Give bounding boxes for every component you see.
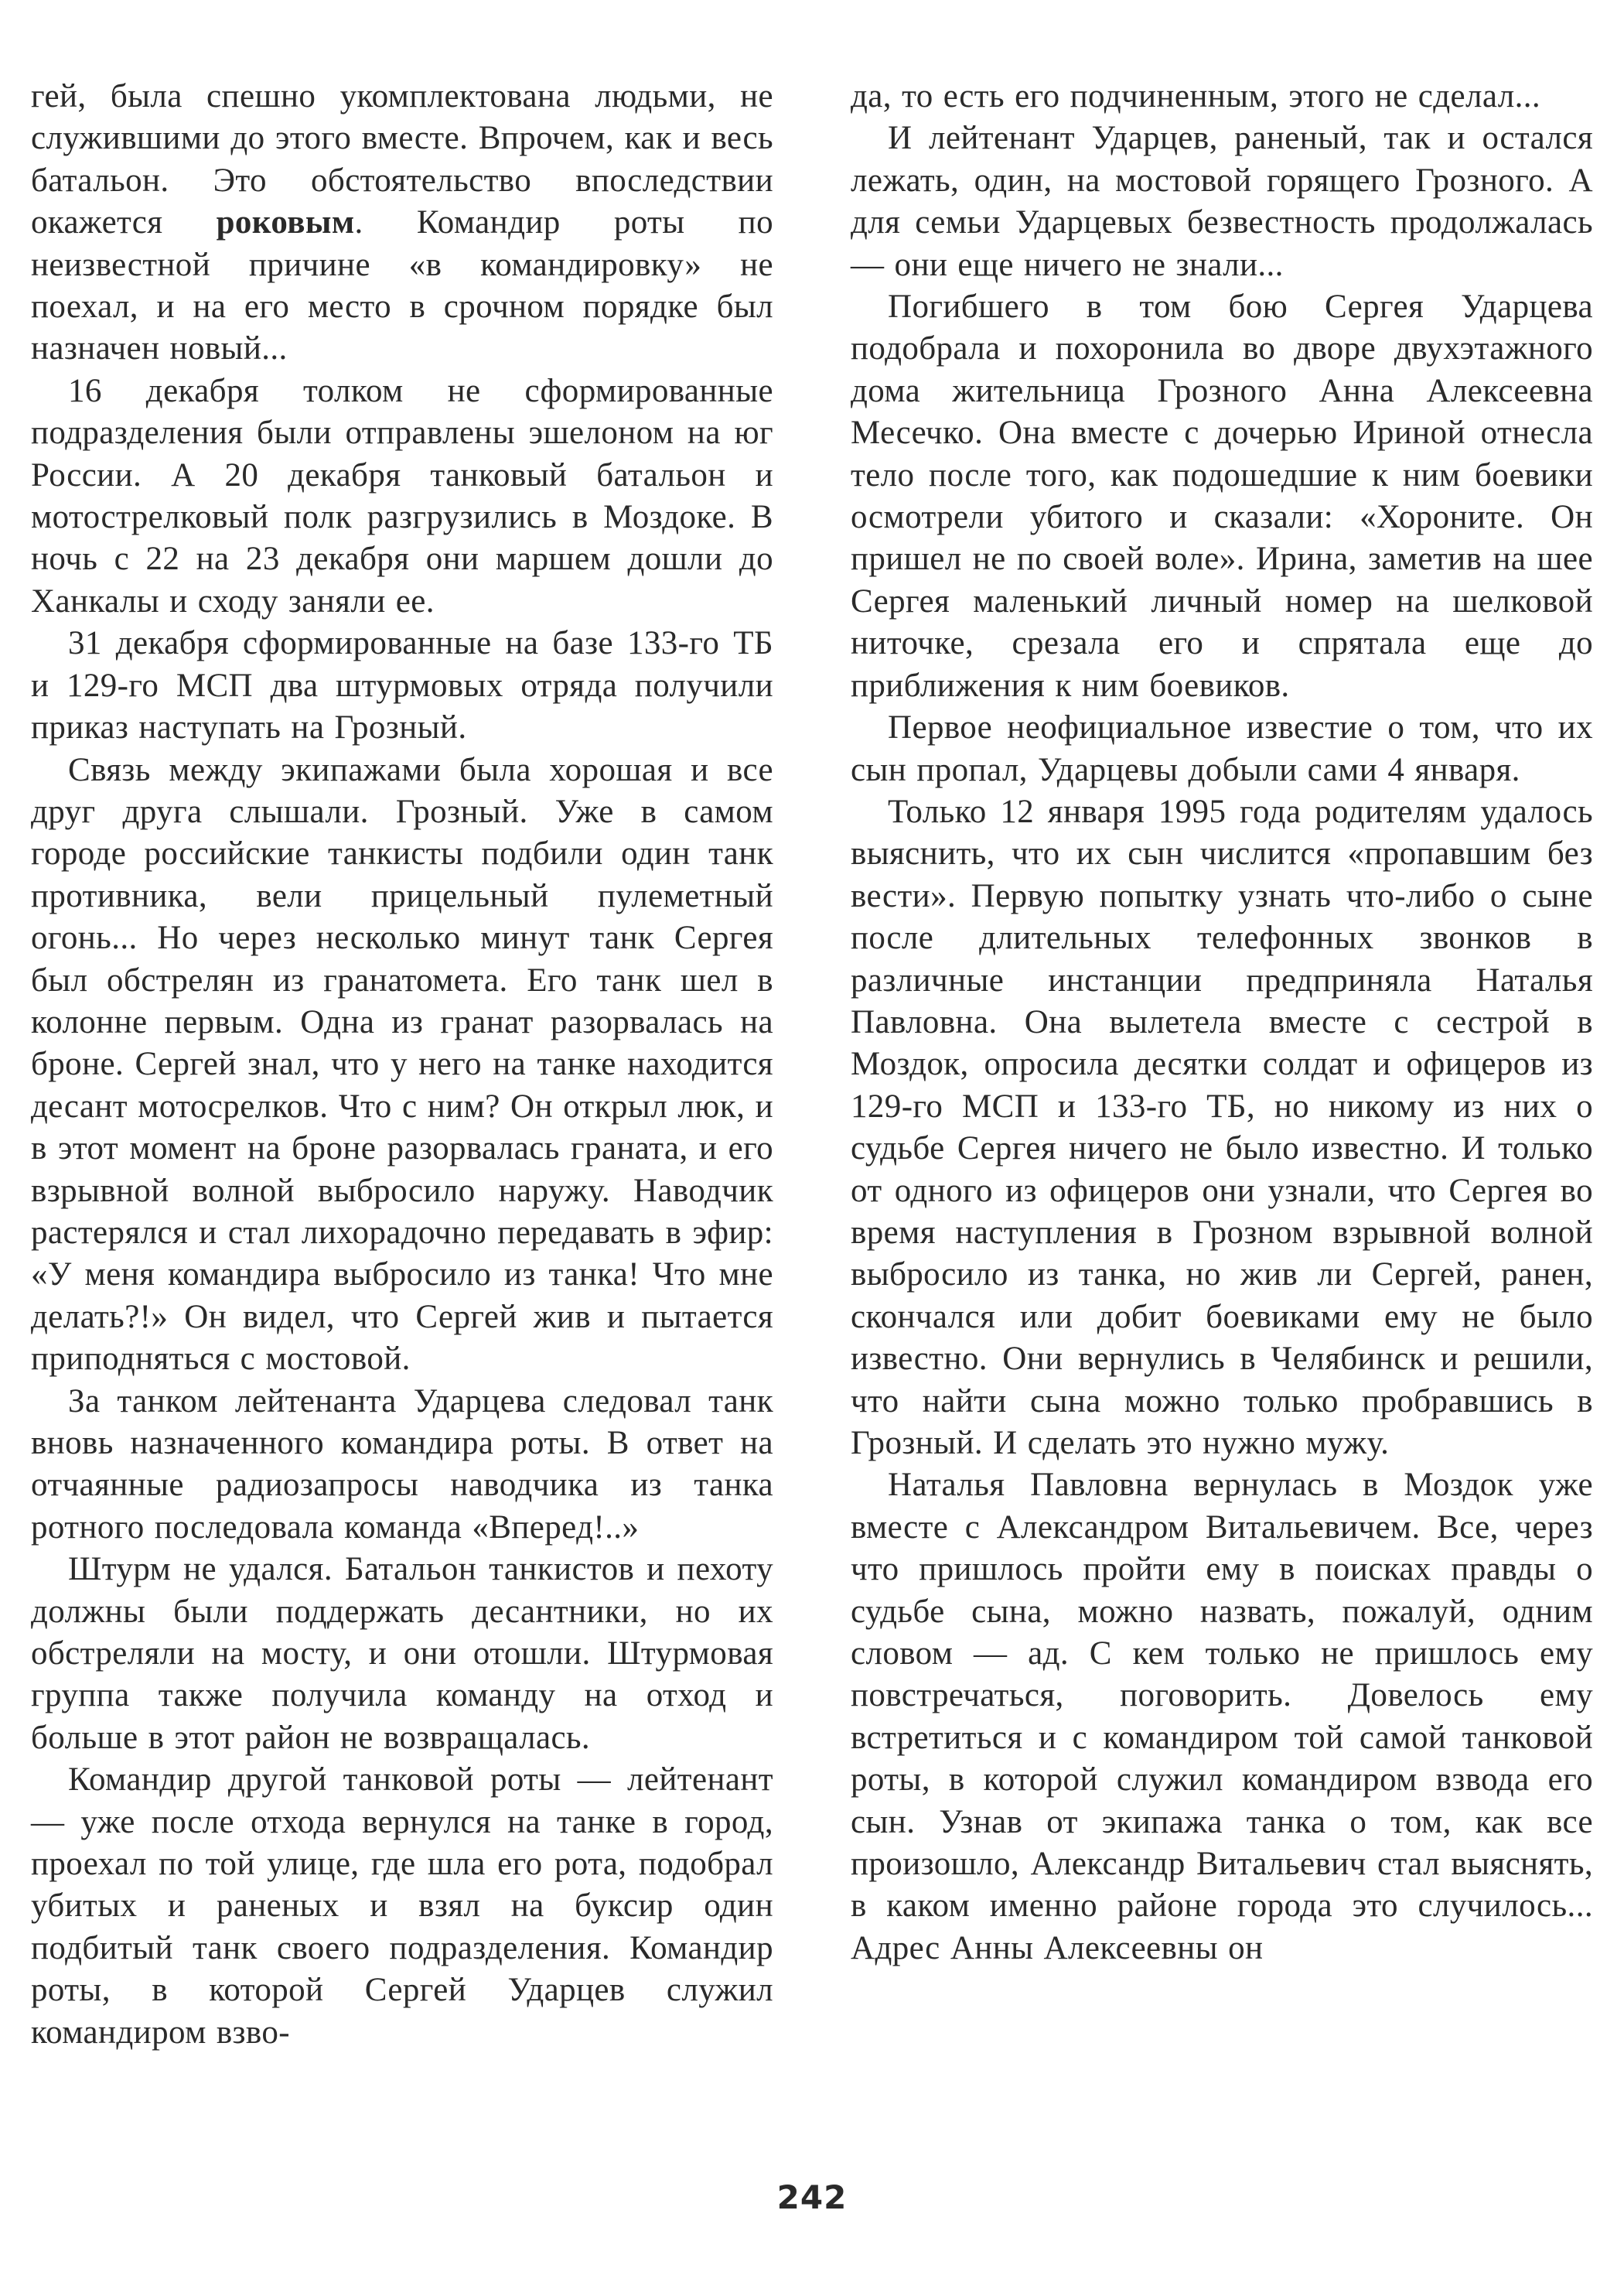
paragraph: да, то есть его подчиненным, этого не сделал...	[851, 78, 1541, 114]
paragraph: Связь между экипажами была хорошая и все друг друга слышали. Грозный. Уже в самом городе российские танкисты подбили один танк противника, вели прицельный пулеметный огонь... Но через несколько минут танк Сергея был обстрелян из гранатомета. Его танк шел в колонне первым. Одна из гранат разорвалась на броне. Сергей знал, что у него на танке находится десант мотосрелков. Что с ним? Он открыл люк, и в этот момент на броне разорвалась граната, и его взрывной волной выбросило наружу. Наводчик растерялся и стал лихорадочно передавать в эфир: «У меня командира выбросило из танка! Что мне делать?!» Он видел, что Сергей жив и пытается приподняться с мостовой.	[31, 751, 773, 1378]
paragraph	[31, 76, 773, 371]
paragraph: 16 декабря толком не сформированные подразделения были отправлены эшелоном на юг России. А 20 декабря танковый батальон и мотострелковый полк разгрузились в Моздоке. В ночь с 22 на 23 декабря они маршем дошли до Ханкалы и сходу заняли ее.	[31, 372, 773, 620]
paragraph: 31 декабря сформированные на базе 133-го ТБ и 129-го МСП два штурмовых отряда получили приказ наступать на Грозный.	[31, 625, 773, 746]
paragraph: И лейтенант Ударцев, раненый, так и остался лежать, один, на мостовой горящего Грозного. А для семьи Ударцевых безвестность продолжалась — они еще ничего не знали...	[851, 120, 1593, 283]
paragraph: Погибшего в том бою Сергея Ударцева подобрала и похоронила во дворе двухэтажного дома жительница Грозного Анна Алексеевна Месечко. Она вместе с дочерью Ириной отнесла тело после того, как подошедшие к ним боевики осмотрели убитого и сказали: «Хороните. Он пришел не по своей воле». Ирина, заметив на шее Сергея маленький личный номер на шелковой ниточке, срезала его и спрятала еще до приближения к ним боевиков.	[851, 289, 1593, 704]
emphasized-word: роковым	[216, 204, 355, 241]
page-number: 242	[776, 2178, 848, 2216]
paragraph: Командир другой танковой роты — лейтенант — уже после отхода вернулся на танке в город, проехал по той улице, где шла его рота, подобрал убитых и раненых и взял на буксир один подбитый танк своего подразделения. Командир роты, в которой Сергей Ударцев служил командиром взво-	[31, 1761, 773, 2051]
left-column	[31, 76, 773, 2054]
paragraph: Первое неофициальное известие о том, что их сын пропал, Ударцевы добыли сами 4 января.	[851, 709, 1593, 788]
paragraph: Только 12 января 1995 года родителям удалось выяснить, что их сын числится «пропавшим без вести». Первую попытку узнать что-либо о сыне после длительных телефонных звонков в различные инстанции предприняла Наталья Павловна. Она вылетела вместе с сестрой в Моздок, опросила десятки солдат и офицеров из 129-го МСП и 133-го ТБ, но никому из них о судьбе Сергея ничего не было известно. И только от одного из офицеров они узнали, что Сергея во время наступления в Грозном взрывной волной выбросило из танка, но жив ли Сергей, ранен, скончался или добит боевиками ему не было известно. Они вернулись в Челябинск и решили, что найти сына можно только пробравшись в Грозный. И сделать это нужно мужу.	[851, 793, 1593, 1461]
paragraph-text: гей, была спешно укомплектована людьми, не служившими до этого вместе. Впрочем, как и весь батальон. Это обстоятельство впоследствии окажется	[31, 78, 773, 241]
paragraph-text: . Командир роты по неизвестной причине «в командировку» не поехал, и на его место в срочном порядке был назначен новый...	[31, 204, 773, 367]
paragraph: Наталья Павловна вернулась в Моздок уже вместе с Александром Витальевичем. Все, через что пришлось пройти ему в поисках правды о судьбе сына, можно назвать, пожалуй, одним словом — ад. С кем только не пришлось ему повстречаться, поговорить. Довелось ему встретиться и с командиром той самой танковой роты, в которой служил командиром взвода его сын. Узнав от экипажа танка о том, как все произошло, Александр Витальевич стал выяснять, в каком именно районе города это случилось... Адрес Анны Алексеевны он	[851, 1467, 1593, 1966]
paragraph: За танком лейтенанта Ударцева следовал танк вновь назначенного командира роты. В ответ на отчаянные радиозапросы наводчика из танка ротного последовала команда «Вперед!..»	[31, 1382, 773, 1546]
paragraph: Штурм не удался. Батальон танкистов и пехоту должны были поддержать десантники, но их обстреляли на мосту, и они отошли. Штурмовая группа также получила команду на отход и больше в этот район не возвращалась.	[31, 1551, 773, 1756]
right-column	[851, 76, 1593, 1969]
